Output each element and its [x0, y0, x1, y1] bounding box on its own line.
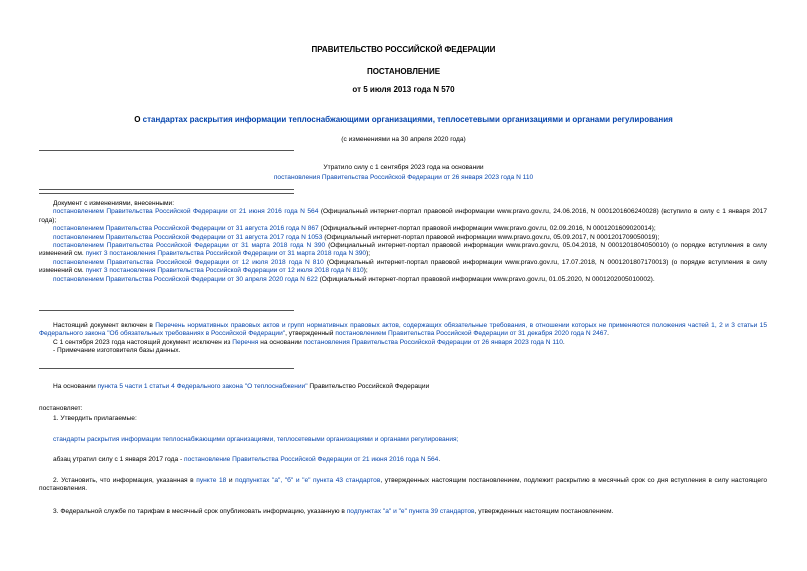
change-tail: );	[366, 250, 371, 258]
change-link[interactable]: постановлением Правительства Российской Федерации от 31 августа 2017 года N 1053	[53, 233, 323, 241]
change-sublink[interactable]: пункт 3 постановления Правительства Российской Федерации от 31 марта 2018 года N 390	[85, 250, 367, 258]
lost-text: .	[438, 456, 441, 463]
changes-block	[39, 200, 767, 284]
item-1-text: 1. Утвердить прилагаемые:	[53, 415, 137, 422]
lost-force-line: Утратило силу с 1 сентября 2023 года на основании	[323, 164, 484, 171]
basis-paragraph	[39, 383, 767, 391]
lost-force-link-row	[0, 174, 807, 182]
change-text: (Официальный интернет-портал правовой информации www.pravo.gov.ru, 17.07.2018, N 0001201807170013) (о порядке вступления в силу изменений см.	[39, 258, 768, 275]
change-text: (Официальный интернет-портал правовой информации www.pravo.gov.ru, 02.09.2016, N 0001201609020014);	[318, 225, 656, 233]
notice-text: .	[562, 338, 565, 346]
notice-paragraph	[39, 322, 767, 339]
item-2-text: 2. Установить, что информация, указанная в	[53, 477, 197, 484]
item-2-text: и	[226, 477, 236, 484]
notice-text: , утвержденный	[285, 330, 336, 338]
change-item	[39, 276, 767, 284]
item-2-text: , утвержденных настоящим постановлением, подлежит раскрытию в месячный срок со дня вступления в силу настоящего постановления.	[39, 477, 767, 493]
divider-line	[39, 310, 294, 311]
notice-text: Настоящий документ включен в	[53, 322, 156, 329]
change-item	[39, 208, 767, 225]
change-item	[39, 242, 767, 259]
changes-intro: Документ с изменениями, внесенными:	[53, 200, 175, 207]
notice-text: на основании	[258, 338, 304, 346]
notice-block	[39, 322, 767, 356]
notice-text: .	[607, 330, 609, 338]
point-39-link[interactable]: подпунктах "а" и "е" пункта 39 стандартов	[346, 508, 475, 515]
change-text: (Официальный интернет-портал правовой информации www.pravo.gov.ru, 24.06.2016, N 0001201606240028) (вступило в силу с 1 января 2017 года);	[39, 208, 767, 224]
change-sublink[interactable]: пункт 3 постановления Правительства Российской Федерации от 12 июля 2018 года N 810	[85, 267, 364, 275]
divider-line	[39, 368, 294, 369]
change-text: (Официальный интернет-портал правовой информации www.pravo.gov.ru, 05.04.2018, N 0001201804050010) (о порядке вступления в силу изменений см.	[39, 242, 767, 258]
date-number: от 5 июля 2013 года N 570	[352, 85, 455, 94]
notice-text: С 1 сентября 2023 года настоящий документ исключен из	[53, 338, 233, 346]
standards-link[interactable]: стандарты раскрытия информации теплоснабжающими организациями, теплосетевыми организациями и органами регулирования;	[53, 436, 459, 443]
change-text: (Официальный интернет-портал правовой информации www.pravo.gov.ru, 05.09.2017, N 0001201709050019);	[322, 233, 660, 241]
divider-line	[39, 189, 294, 190]
change-item	[39, 234, 767, 242]
perechnya-link[interactable]: Перечня	[232, 338, 259, 346]
amendment-note: (с изменениями на 30 апреля 2020 года)	[341, 136, 466, 143]
notice-paragraph	[39, 339, 767, 347]
change-link[interactable]: постановлением Правительства Российской Федерации от 31 марта 2018 года N 390	[53, 242, 326, 250]
item-3-text: , утвержденных настоящим постановлением.	[474, 508, 614, 515]
basis-text: Правительство Российской Федерации	[307, 383, 430, 390]
lost-paragraph	[39, 456, 767, 464]
doc-type-heading: ПОСТАНОВЛЕНИЕ	[366, 67, 441, 76]
change-link[interactable]: постановлением Правительства Российской Федерации от 12 июля 2018 года N 810	[53, 258, 324, 266]
point-43-link[interactable]: подпунктах "а", "б" и "е" пункта 43 стандартов	[235, 477, 381, 484]
change-text: (Официальный интернет-портал правовой информации www.pravo.gov.ru, 01.05.2020, N 0001202005010002).	[317, 275, 655, 283]
change-link[interactable]: постановлением Правительства Российской Федерации от 30 апреля 2020 года N 622	[53, 275, 318, 283]
change-link[interactable]: постановлением Правительства Российской Федерации от 31 августа 2016 года N 867	[53, 225, 319, 233]
decree-110-link[interactable]: постановления Правительства Российской Федерации от 26 января 2023 года N 110	[303, 338, 563, 346]
perechen-link[interactable]: Перечень нормативных правовых актов и групп нормативных правовых актов, содержащих обязательные требования, в отношении которых не применяются положения частей 1, 2 и 3 статьи 15 Федерального закона "Об обязательных требованиях в Российской Федерации"	[39, 322, 768, 338]
lost-text: абзац утратил силу с 1 января 2017 года -	[53, 456, 185, 463]
change-link[interactable]: постановлением Правительства Российской Федерации от 21 июня 2016 года N 564	[53, 208, 319, 216]
item-3	[39, 508, 767, 516]
decree-564-link[interactable]: постановление Правительства Российской Федерации от 21 июня 2016 года N 564	[184, 456, 439, 463]
point-18-link[interactable]: пункте 18	[196, 477, 227, 484]
change-item	[39, 259, 767, 276]
item-2	[39, 477, 767, 494]
document-title	[0, 116, 807, 124]
divider-line	[39, 193, 294, 194]
government-heading: ПРАВИТЕЛЬСТВО РОССИЙСКОЙ ФЕДЕРАЦИИ	[311, 45, 496, 54]
item-1	[39, 415, 767, 423]
manufacturer-note: - Примечание изготовителя базы данных.	[53, 347, 181, 355]
change-tail: );	[363, 267, 368, 275]
law-link[interactable]: пункта 5 части 1 статьи 4 Федерального закона "О теплоснабжении"	[97, 383, 308, 390]
title-link[interactable]: стандартах раскрытия информации теплоснабжающими организациями, теплосетевыми организациями и органами регулирования	[142, 115, 673, 124]
lost-force-link[interactable]: постановления Правительства Российской Федерации от 26 января 2023 года N 110	[273, 174, 534, 181]
decree-2467-link[interactable]: постановлением Правительства Российской Федерации от 31 декабря 2020 года N 2467	[335, 330, 608, 338]
item-3-text: 3. Федеральной службе по тарифам в месячный срок опубликовать информацию, указанную в	[53, 508, 347, 515]
basis-text: На основании	[53, 383, 98, 390]
divider-line	[39, 150, 294, 151]
resolves-line: постановляет:	[39, 405, 83, 412]
title-prefix: О	[134, 115, 143, 124]
standards-paragraph	[39, 436, 767, 444]
change-item	[39, 225, 767, 233]
